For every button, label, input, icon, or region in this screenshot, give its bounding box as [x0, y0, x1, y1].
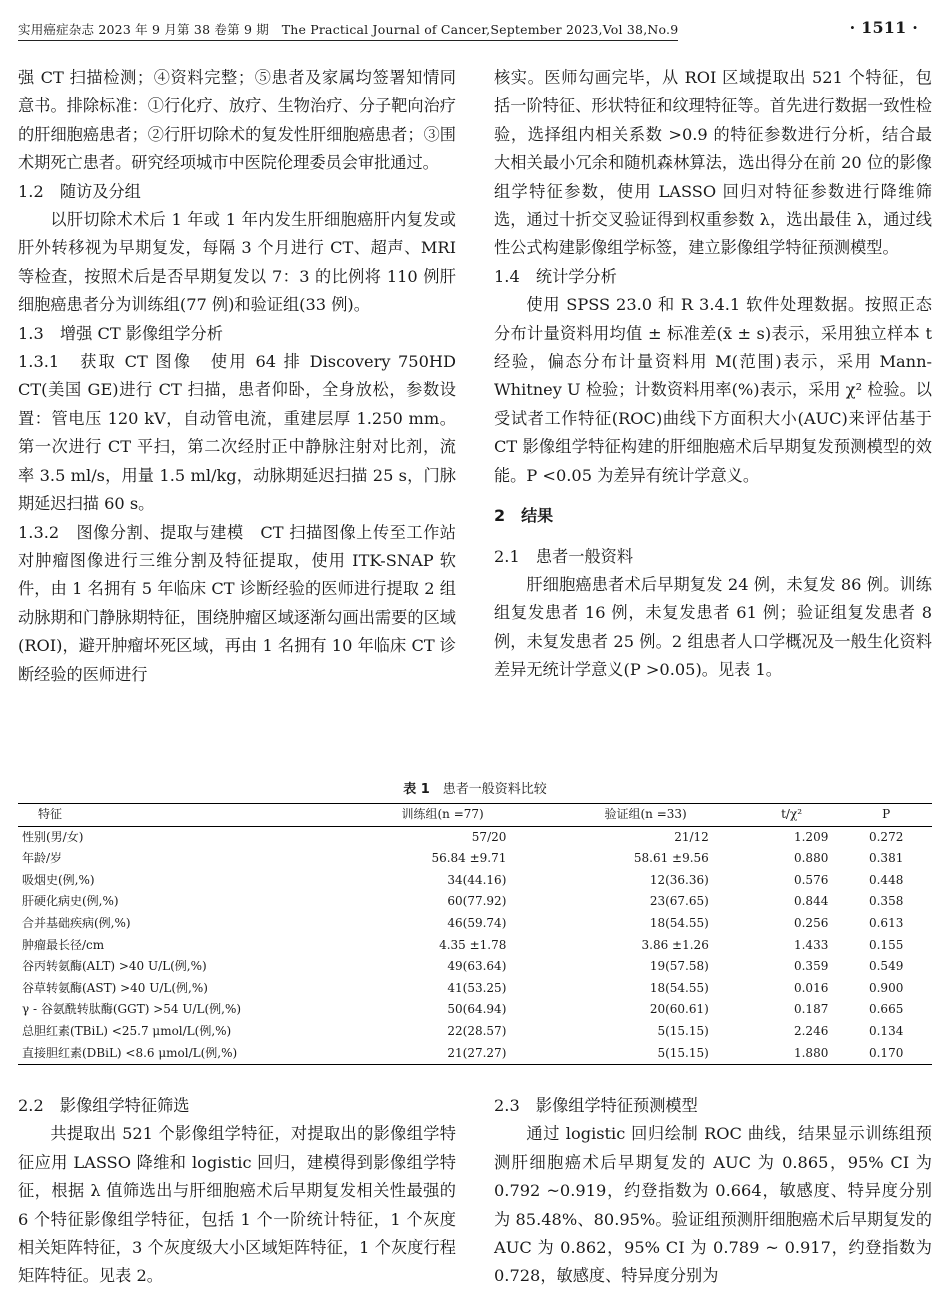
row-training: 22(28.57) — [447, 1023, 507, 1038]
row-statistic: 0.844 — [793, 894, 829, 909]
row-validation: 5(15.15) — [657, 1023, 709, 1038]
row-p-value: 0.155 — [868, 937, 904, 952]
row-training: 56.84 ±9.71 — [431, 851, 507, 866]
row-training: 60(77.92) — [447, 894, 507, 909]
table-title: 患者一般资料比较 — [442, 782, 547, 797]
row-p-value: 0.900 — [868, 980, 904, 995]
right-column-bottom — [494, 1092, 932, 1291]
row-validation: 20(60.61) — [649, 1002, 709, 1017]
paragraph: 2.3 影像组学特征预测模型 — [494, 1096, 698, 1115]
left-column-bottom — [18, 1092, 456, 1291]
row-training: 49(63.64) — [447, 959, 507, 974]
row-validation: 18(54.55) — [649, 915, 709, 930]
row-training: 34(44.16) — [447, 872, 507, 887]
paragraph: 共提取出 521 个影像组学特征，对提取出的影像组学特征应用 LASSO 降维和 logistic 回归，建模得到影像组学特征，根据 λ 值筛选出与肝细胞癌术后早期复发相关性最强的 6 个特征影像组学特征，包括 1 个一阶统计特征，1 个灰度相关矩阵特征，3 个灰度级大小区域矩阵特征，1 个灰度行程矩阵特征。见表 2。 — [18, 1124, 456, 1286]
row-feature: 直接胆红素(DBiL) <8.6 μmol/L(例,%) — [22, 1045, 238, 1060]
paragraph: 1.3 增强 CT 影像组学分析 — [18, 323, 223, 343]
row-training: 41(53.25) — [447, 980, 507, 995]
paragraph: 强 CT 扫描检测；④资料完整；⑤患者及家属均签署知情同意书。排除标准：①行化疗、放疗、生物治疗、分子靶向治疗的肝细胞癌患者；②行肝切除术的复发性肝细胞癌患者；③围术期死亡患者。研究经项城市中医院伦理委员会审批通过。 — [18, 68, 456, 173]
header-p-value: P — [882, 807, 891, 821]
row-validation: 12(36.36) — [649, 872, 709, 887]
row-validation: 58.61 ±9.56 — [633, 851, 709, 866]
row-statistic: 1.880 — [793, 1045, 829, 1060]
row-feature: 合并基础疾病(例,%) — [22, 915, 131, 930]
header-statistic: t/χ² — [781, 807, 803, 821]
row-statistic: 0.359 — [793, 959, 829, 974]
patient-data-table — [18, 803, 932, 1065]
table-caption — [0, 778, 950, 797]
row-statistic: 0.256 — [793, 915, 829, 930]
row-feature: 吸烟史(例,%) — [22, 872, 95, 887]
table-row — [18, 999, 932, 1021]
row-validation: 3.86 ±1.26 — [641, 937, 709, 952]
row-feature: γ - 谷氨酰转肽酶(GGT) >54 U/L(例,%) — [22, 1002, 242, 1017]
row-validation: 19(57.58) — [649, 959, 709, 974]
table-row — [18, 913, 932, 935]
row-p-value: 0.170 — [868, 1045, 904, 1060]
paragraph: 2.1 患者一般资料 — [494, 546, 634, 566]
running-header — [18, 14, 932, 40]
row-feature: 肝硬化病史(例,%) — [22, 894, 119, 909]
row-statistic: 0.187 — [793, 1002, 829, 1017]
row-feature: 性别(男/女) — [22, 829, 84, 844]
row-validation: 23(67.65) — [649, 894, 709, 909]
paragraph: 2.2 影像组学特征筛选 — [18, 1096, 190, 1115]
row-p-value: 0.381 — [868, 851, 904, 866]
table-label: 表 1 — [403, 782, 430, 797]
paragraph: 肝细胞癌患者术后早期复发 24 例，未复发 86 例。训练组复发患者 16 例，未复发患者 61 例；验证组复发患者 8 例，未复发患者 25 例。2 组患者人口学概况及一般生化资料差异无统计学意义(P >0.05)。见表 1。 — [494, 574, 932, 680]
table-row — [18, 1021, 932, 1043]
header-feature: 特征 — [38, 807, 63, 821]
row-p-value: 0.665 — [868, 1002, 904, 1017]
section-heading: 2 结果 — [494, 506, 554, 526]
row-p-value: 0.613 — [868, 915, 904, 930]
row-statistic: 1.433 — [793, 937, 829, 952]
left-column-top — [18, 64, 456, 689]
paragraph: 通过 logistic 回归绘制 ROC 曲线，结果显示训练组预测肝细胞癌术后早期复发的 AUC 为 0.865，95% CI 为 0.792 ~0.919，约登指数为 0.664，敏感度、特异度分别为 85.48%、80.95%。验证组预测肝细胞癌术后早期复发的 AUC 为 0.862，95% CI 为 0.789 ~ 0.917，约登指数为 0.728，敏感度、特异度分别为 — [494, 1124, 932, 1286]
paragraph: 以肝切除术术后 1 年或 1 年内发生肝细胞癌肝内复发或肝外转移视为早期复发，每隔 3 个月进行 CT、超声、MRI 等检查，按照术后是否早期复发以 7：3 的比例将 110 例肝细胞癌患者分为训练组(77 例)和验证组(33 例)。 — [18, 210, 456, 315]
table-body — [18, 826, 932, 1065]
table-header-row — [18, 804, 932, 827]
table-row — [18, 978, 932, 1000]
right-column-top — [494, 64, 932, 685]
row-training: 57/20 — [471, 829, 507, 844]
table-row — [18, 848, 932, 870]
row-feature: 总胆红素(TBiL) <25.7 μmol/L(例,%) — [22, 1023, 232, 1038]
row-feature: 谷丙转氨酶(ALT) >40 U/L(例,%) — [22, 959, 207, 974]
row-p-value: 0.358 — [868, 894, 904, 909]
table-row — [18, 870, 932, 892]
table-row — [18, 891, 932, 913]
row-statistic: 0.016 — [793, 980, 829, 995]
row-validation: 18(54.55) — [649, 980, 709, 995]
row-feature: 谷草转氨酶(AST) >40 U/L(例,%) — [22, 980, 208, 995]
paragraph: 1.4 统计学分析 — [494, 266, 617, 286]
row-statistic: 2.246 — [793, 1023, 829, 1038]
row-p-value: 0.134 — [868, 1023, 904, 1038]
row-p-value: 0.549 — [868, 959, 904, 974]
row-training: 4.35 ±1.78 — [439, 937, 507, 952]
row-statistic: 0.576 — [793, 872, 829, 887]
header-validation: 验证组(n =33) — [604, 807, 687, 821]
row-feature: 肿瘤最长径/cm — [22, 937, 105, 952]
page-number: · 1511 · — [849, 18, 918, 37]
table-row — [18, 935, 932, 957]
row-p-value: 0.448 — [868, 872, 904, 887]
row-training: 21(27.27) — [447, 1045, 507, 1060]
table-row — [18, 956, 932, 978]
paragraph: 核实。医师勾画完毕，从 ROI 区域提取出 521 个特征，包括一阶特征、形状特征和纹理特征等。首先进行数据一致性检验，选择组内相关系数 >0.9 的特征参数进行分析，结合最大相关最小冗余和随机森林算法，选出得分在前 20 位的影像组学特征参数，使用 LASSO 回归对特征参数进行降维筛选，通过十折交叉验证得到权重参数 λ，选出最佳 λ，通过线性公式构建影像组学标签，建立影像组学特征预测模型。 — [494, 68, 932, 258]
row-validation: 21/12 — [674, 829, 709, 844]
table-row — [18, 1043, 932, 1065]
header-training: 训练组(n =77) — [401, 807, 484, 821]
paragraph: 1.3.2 图像分割、提取与建模 CT 扫描图像上传至工作站对肿瘤图像进行三维分割及特征提取，使用 ITK-SNAP 软件，由 1 名拥有 5 年临床 CT 诊断经验的医师进行提取 2 组动脉期和门静脉期特征，围绕肿瘤区域逐渐勾画出需要的区域(ROI)，避开肿瘤坏死区域，再由 1 名拥有 10 年临床 CT 诊断经验的医师进行 — [18, 522, 456, 684]
row-statistic: 0.880 — [793, 851, 829, 866]
row-training: 50(64.94) — [447, 1002, 507, 1017]
row-p-value: 0.272 — [868, 829, 904, 844]
paragraph: 1.3.1 获取 CT 图像 使用 64 排 Discovery 750HD CT(美国 GE)进行 CT 扫描，患者仰卧，全身放松，参数设置：管电压 120 kV，自动管电流，重建层厚 1.250 mm。第一次进行 CT 平扫，第二次经肘正中静脉注射对比剂，流率 3.5 ml/s，用量 1.5 ml/kg，动脉期延迟扫描 25 s，门脉期延迟扫描 60 s。 — [18, 352, 456, 514]
paragraph: 1.2 随访及分组 — [18, 181, 141, 201]
row-statistic: 1.209 — [793, 829, 829, 844]
paragraph: 使用 SPSS 23.0 和 R 3.4.1 软件处理数据。按照正态分布计量资料用均值 ± 标准差(x̄ ± s)表示，采用独立样本 t 经验，偏态分布计量资料用 M(范围)表示，采用 Mann-Whitney U 检验；计数资料用率(%)表示，采用 χ² 检验。以受试者工作特征(ROC)曲线下方面积大小(AUC)来评估基于 CT 影像组学特征构建的肝细胞癌术后早期复发预测模型的效能。P <0.05 为差异有统计学意义。 — [494, 295, 932, 485]
journal-citation: 实用癌症杂志 2023 年 9 月第 38 卷第 9 期 The Practical Journal of Cancer,September 2023,Vol 38,No.9 — [18, 20, 678, 41]
row-validation: 5(15.15) — [657, 1045, 709, 1060]
row-feature: 年龄/岁 — [22, 851, 63, 866]
table-row — [18, 826, 932, 848]
row-training: 46(59.74) — [447, 915, 507, 930]
